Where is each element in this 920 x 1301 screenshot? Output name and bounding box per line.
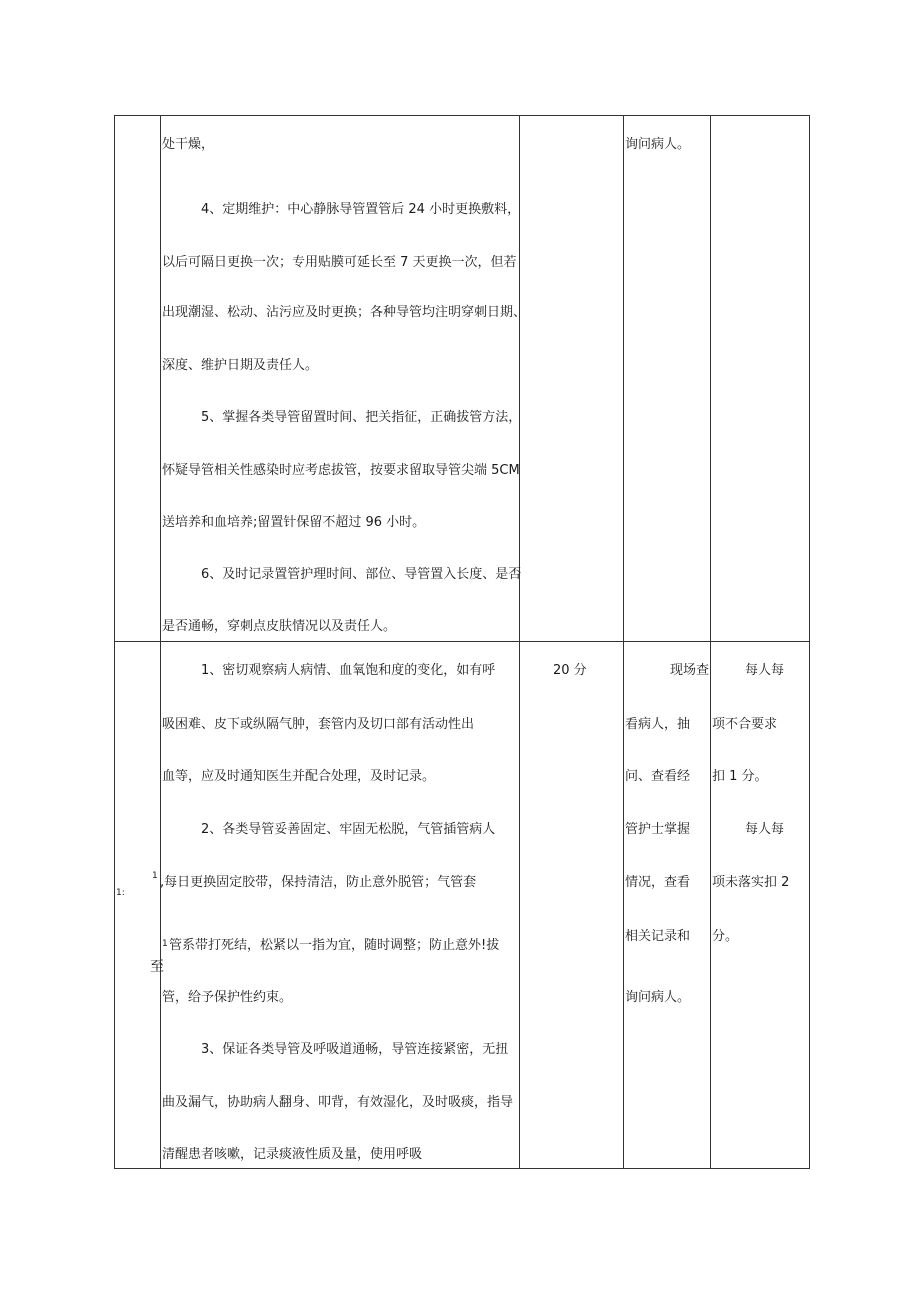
row1-content-line-1: 处干燥，	[162, 137, 215, 152]
column-divider-2	[519, 115, 520, 1169]
row1-content-line-6: 5、掌握各类导管留置时间、把关指征，正确拔管方法，	[201, 410, 522, 425]
row2-method-line-4: 管护士掌握	[625, 822, 691, 837]
row2-deduction-line-5: 项未落实扣 2	[712, 875, 790, 890]
row2-method-line-3: 问、查看经	[625, 769, 691, 784]
row2-mark-2: 1	[162, 939, 168, 949]
row2-mark-1: 1	[152, 871, 158, 881]
column-divider-3	[623, 115, 624, 1169]
row2-deduction-line-3: 扣 1 分。	[712, 769, 768, 784]
row2-index-char: 至	[150, 959, 164, 975]
row2-content-line-9: 曲及漏气，协助病人翻身、叩背，有效湿化，及时吸痰，指导	[162, 1095, 514, 1110]
row2-content-line-8: 3、保证各类导管及呼吸道通畅，导管连接紧密，无扭	[201, 1042, 509, 1057]
table-bottom-border	[114, 1168, 810, 1169]
row1-content-line-3: 以后可隔日更换一次；专用贴膜可延长至 7 天更换一次，但若	[162, 255, 517, 270]
row2-deduction-line-4: 每人每	[745, 822, 785, 837]
row-divider	[114, 641, 810, 642]
row2-score: 20 分	[553, 663, 587, 678]
row2-deduction-line-6: 分。	[712, 929, 739, 944]
column-divider-4	[710, 115, 711, 1169]
row1-content-line-9: 6、及时记录置管护理时间、部位、导管置入长度、是否	[201, 567, 522, 582]
row1-method-line-1: 询问病人。	[625, 137, 691, 152]
table-top-border	[114, 115, 810, 116]
row2-method-line-7: 询问病人。	[625, 990, 691, 1005]
table-right-border	[809, 115, 810, 1169]
row2-content-line-4: 2、各类导管妥善固定、牢固无松脱，气管插管病人	[201, 822, 496, 837]
row2-content-line-1: 1、密切观察病人病情、血氧饱和度的变化，如有呼	[201, 663, 496, 678]
column-divider-1	[160, 115, 161, 1169]
row1-content-line-4: 出现潮湿、松动、沾污应及时更换；各种导管均注明穿刺日期、	[162, 305, 527, 320]
table-left-border	[114, 115, 115, 1169]
row1-content-line-5: 深度、维护日期及责任人。	[162, 358, 319, 373]
row2-deduction-line-1: 每人每	[745, 663, 785, 678]
row2-content-line-3: 血等，应及时通知医生并配合处理，及时记录。	[162, 769, 436, 784]
row2-content-line-5: ,每日更换固定胶带，保持清洁，防止意外脱管；气管套	[160, 875, 477, 890]
row2-content-line-10: 清醒患者咳嗽，记录痰液性质及量，使用呼吸	[162, 1147, 423, 1162]
row2-method-line-1: 现场查	[670, 663, 710, 678]
row2-deduction-line-2: 项不合要求	[712, 717, 778, 732]
row1-content-line-2: 4、定期维护：中心静脉导管置管后 24 小时更换敷料，	[201, 202, 521, 217]
row2-content-line-6: 管系带打死结，松紧以一指为宜，随时调整；防止意外!拔	[169, 938, 500, 953]
row2-method-line-5: 情况，查看	[625, 875, 691, 890]
row1-content-line-8: 送培养和血培养;留置针保留不超过 96 小时。	[162, 515, 426, 530]
row2-method-line-6: 相关记录和	[625, 929, 691, 944]
row2-content-line-7: 管，给予保护性约束。	[162, 990, 293, 1005]
row1-content-line-10: 是否通畅，穿刺点皮肤情况以及责任人。	[162, 619, 397, 634]
row2-method-line-2: 看病人，抽	[625, 717, 691, 732]
row1-content-line-7: 怀疑导管相关性感染时应考虑拔管，按要求留取导管尖端 5CM	[162, 463, 520, 478]
row2-index-label: 1:	[116, 888, 125, 898]
row2-content-line-2: 吸困难、皮下或纵隔气肿，套管内及切口部有活动性出	[162, 717, 475, 732]
